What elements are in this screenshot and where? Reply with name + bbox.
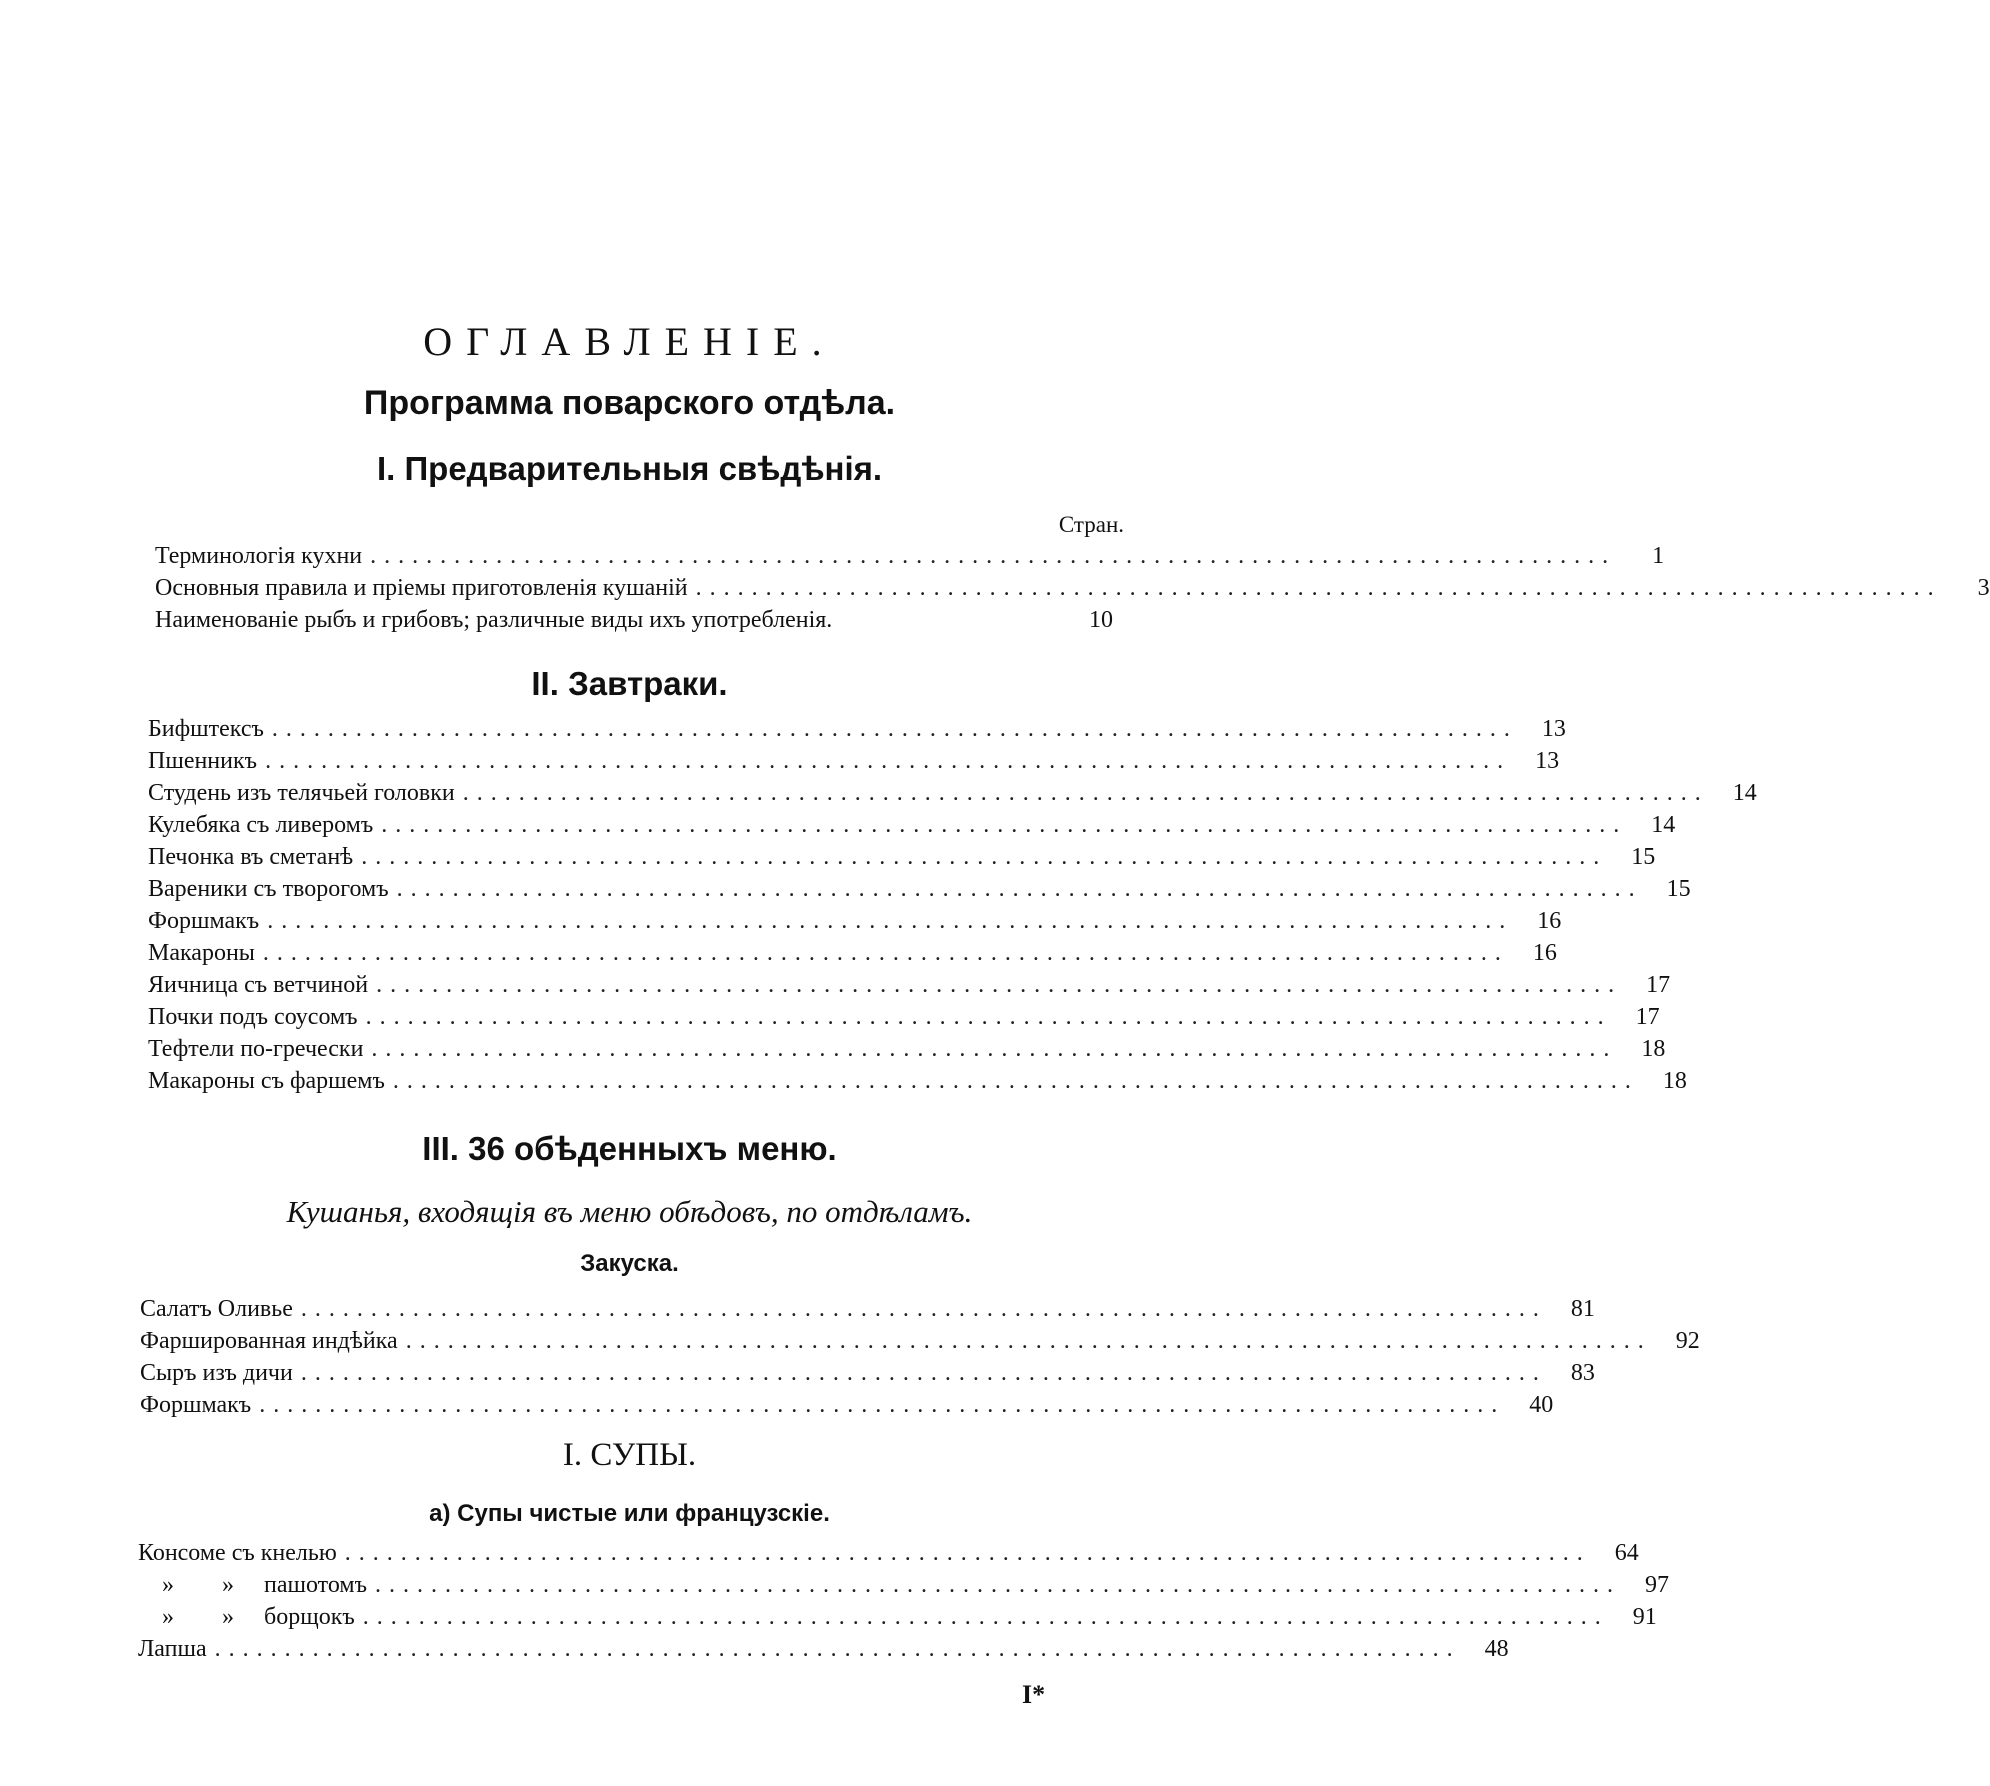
section-3-heading: III. 36 обѣденныхъ меню. [422, 1130, 837, 1167]
toc-page-number: 10 [1089, 607, 1113, 633]
ditto-mark: » [222, 1572, 234, 1598]
toc-page-number: 40 [1529, 1392, 1554, 1418]
leader-dots: ......................................................................................... [365, 1004, 1612, 1030]
toc-entry-label: пашотомъ [264, 1572, 367, 1598]
toc-entry-label: Бифштексъ [148, 716, 264, 742]
leader-dots: ......................................................................................... [300, 1360, 1547, 1386]
leader-dots: ......................................................................................... [392, 1068, 1639, 1094]
toc-page-number: 97 [1644, 1572, 1669, 1598]
toc-page-number: 17 [1646, 972, 1671, 998]
toc-entry[interactable] [155, 607, 1113, 639]
toc-entry[interactable] [138, 1540, 1639, 1572]
leader-dots: ......................................................................................... [300, 1296, 1547, 1322]
toc-entry-label: Тефтели по-гречески [148, 1036, 364, 1062]
toc-entry-label: Лапша [138, 1636, 207, 1662]
toc-entry[interactable] [140, 1392, 1554, 1424]
leader-dots: ......................................................................................... [214, 1636, 1461, 1662]
leader-dots: ......................................................................................... [371, 1036, 1618, 1062]
toc-page-number: 17 [1635, 1004, 1660, 1030]
toc-page-number: 14 [1732, 780, 1757, 806]
toc-entry-label: Терминологія кухни [155, 543, 363, 569]
section-2-heading: II. Завтраки. [531, 665, 728, 702]
leader-dots: ......................................................................................... [381, 812, 1628, 838]
toc-page-number: 13 [1541, 716, 1566, 742]
toc-entry-label: Форшмакъ [148, 908, 260, 934]
ditto-mark: » [162, 1572, 174, 1598]
toc-entry[interactable] [148, 780, 1757, 812]
toc-page-number: 81 [1570, 1296, 1595, 1322]
toc-entry-label: Студень изъ телячьей головки [148, 780, 455, 806]
toc-page-number: 15 [1631, 844, 1656, 870]
program-title: Программа поварского отдѣла. [363, 384, 896, 422]
toc-entry[interactable] [148, 812, 1676, 844]
toc-entry[interactable] [138, 1636, 1509, 1668]
toc-entry-label: Наименованіе рыбъ и грибовъ; различные виды ихъ употребленія. [155, 607, 833, 633]
toc-page-number: 91 [1632, 1604, 1657, 1630]
toc-entry[interactable] [155, 543, 1665, 575]
leader-dots: ......................................................................................... [396, 876, 1643, 902]
toc-entry-ditto-label [138, 1604, 355, 1631]
toc-entry-label: Вареники съ творогомъ [148, 876, 389, 902]
toc-page-number: 18 [1641, 1036, 1666, 1062]
toc-entry[interactable] [140, 1328, 1700, 1360]
leader-dots: ......................................................................................... [405, 1328, 1652, 1354]
toc-entry[interactable] [140, 1360, 1595, 1392]
leader-dots: ......................................................................................... [262, 940, 1509, 966]
page-title: ОГЛАВЛЕНІЕ. [423, 319, 836, 364]
leader-dots: ......................................................................................... [271, 716, 1518, 742]
zakuska-list [140, 1296, 1700, 1424]
leader-dots: ......................................................................................... [695, 575, 1942, 601]
toc-entry-label: Макароны съ фаршемъ [148, 1068, 385, 1094]
toc-entry[interactable] [148, 1004, 1660, 1036]
toc-entry[interactable] [148, 972, 1671, 1004]
section-3-subheading: Кушанья, входящія въ меню обѣдовъ, по отдѣламъ. [286, 1194, 973, 1229]
toc-entry[interactable] [148, 716, 1566, 748]
toc-entry[interactable] [148, 940, 1557, 972]
toc-entry[interactable] [148, 908, 1562, 940]
section-2-list [148, 716, 1757, 1100]
leader-dots: ......................................................................................... [344, 1540, 1591, 1566]
toc-entry[interactable] [148, 1068, 1687, 1100]
leader-dots: ......................................................................................... [362, 1604, 1609, 1630]
leader-dots: ......................................................................................... [370, 543, 1617, 569]
toc-entry-label: Салатъ Оливье [140, 1296, 293, 1322]
leader-dots: ......................................................................................... [374, 1572, 1621, 1598]
toc-page-number: 3 [1977, 575, 1990, 601]
toc-entry-label: Макароны [148, 940, 255, 966]
leader-dots: ......................................................................................... [462, 780, 1709, 806]
toc-entry-label: Пшенникъ [148, 748, 258, 774]
soups-subheading: а) Супы чистые или французскіе. [429, 1500, 830, 1527]
toc-page-number: 16 [1537, 908, 1562, 934]
toc-entry[interactable] [148, 844, 1656, 876]
toc-entry-label: Фаршированная индѣйка [140, 1328, 398, 1354]
toc-entry-label: Почки подъ соусомъ [148, 1004, 358, 1030]
toc-entry-label: Основныя правила и пріемы приготовленія кушаній [155, 575, 688, 601]
section-1-list [155, 543, 1990, 639]
section-1-heading: I. Предварительныя свѣдѣнія. [376, 450, 883, 487]
toc-entry[interactable] [155, 575, 1990, 607]
toc-entry-label: Печонка въ сметанѣ [148, 844, 354, 870]
toc-page-number: 83 [1570, 1360, 1595, 1386]
toc-page-number: 14 [1651, 812, 1676, 838]
toc-page-number: 48 [1484, 1636, 1509, 1662]
toc-entry[interactable] [148, 876, 1691, 908]
toc-entry[interactable] [140, 1296, 1595, 1328]
leader-dots: ......................................................................................... [267, 908, 1514, 934]
toc-entry-label: борщокъ [264, 1604, 355, 1630]
toc-page-number: 15 [1666, 876, 1691, 902]
toc-entry-ditto-label [138, 1572, 367, 1599]
leader-dots: ......................................................................................... [361, 844, 1608, 870]
toc-entry[interactable] [138, 1572, 1669, 1604]
toc-entry-label: Форшмакъ [140, 1392, 252, 1418]
page-column-label: Стран. [1058, 512, 1124, 537]
leader-dots: ......................................................................................... [376, 972, 1623, 998]
toc-entry-label: Яичница съ ветчиной [148, 972, 369, 998]
toc-entry[interactable] [148, 748, 1560, 780]
soups-list [138, 1540, 1669, 1668]
toc-entry-label: Кулебяка съ ливеромъ [148, 812, 374, 838]
soups-heading: I. СУПЫ. [562, 1437, 697, 1473]
toc-page-number: 1 [1652, 543, 1665, 569]
leader-dots: ......................................................................................... [259, 1392, 1506, 1418]
zakuska-heading: Закуска. [580, 1250, 679, 1277]
page-folio: I* [1022, 1680, 1046, 1709]
ditto-mark: » [162, 1604, 174, 1630]
toc-entry[interactable] [148, 1036, 1666, 1068]
toc-page-number: 18 [1662, 1068, 1687, 1094]
ditto-mark: » [222, 1604, 234, 1630]
toc-page-number: 13 [1535, 748, 1560, 774]
toc-page-number: 92 [1675, 1328, 1700, 1354]
leader-dots: ......................................................................................... [265, 748, 1512, 774]
toc-entry-label: Консоме съ кнелью [138, 1540, 337, 1566]
toc-page-number: 16 [1532, 940, 1557, 966]
toc-entry-label: Сыръ изъ дичи [140, 1360, 293, 1386]
toc-page-number: 64 [1614, 1540, 1639, 1566]
toc-entry[interactable] [138, 1604, 1657, 1636]
